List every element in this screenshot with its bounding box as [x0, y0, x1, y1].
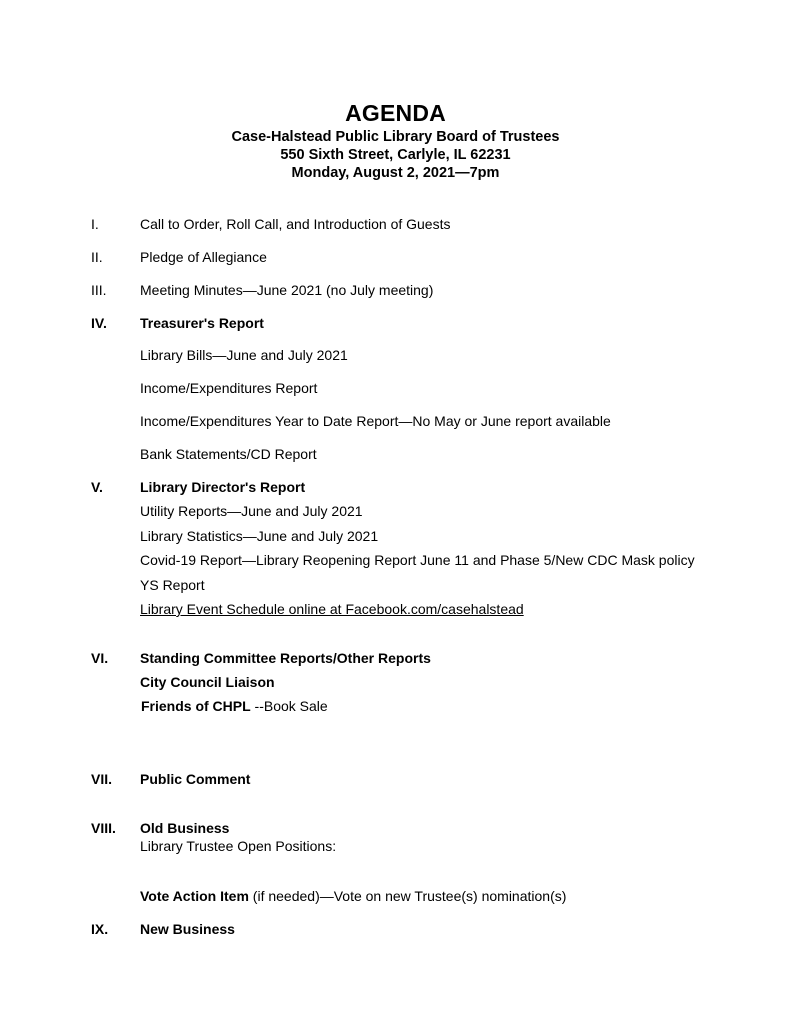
- subitem-text: Utility Reports—June and July 2021: [140, 503, 363, 519]
- item-number: V.: [91, 479, 103, 495]
- item-text: Pledge of Allegiance: [140, 249, 267, 265]
- subitem-text: Income/Expenditures Report: [140, 380, 318, 396]
- item-number: VIII.: [91, 820, 116, 836]
- item-number: IV.: [91, 315, 107, 331]
- item-number: I.: [91, 216, 99, 232]
- item-heading: Library Director's Report: [140, 479, 306, 495]
- item-number: VI.: [91, 650, 109, 666]
- meeting-date: Monday, August 2, 2021—7pm: [291, 165, 500, 181]
- item-number: IX.: [91, 921, 109, 937]
- subitem-text: Library Bills—June and July 2021: [140, 347, 348, 363]
- agenda-title: AGENDA: [345, 100, 446, 126]
- subitem-text: Library Statistics—June and July 2021: [140, 528, 379, 544]
- vote-action-label: Vote Action Item: [140, 888, 249, 904]
- address: 550 Sixth Street, Carlyle, IL 62231: [280, 147, 511, 163]
- book-sale-text: --Book Sale: [250, 698, 328, 714]
- organization-name: Case-Halstead Public Library Board of Trustees: [231, 129, 560, 145]
- subitem-text: [141, 697, 328, 715]
- subitem-text: City Council Liaison: [140, 674, 275, 690]
- item-heading: Treasurer's Report: [140, 315, 264, 331]
- item-heading: New Business: [140, 921, 235, 937]
- agenda-header: [0, 98, 791, 182]
- item-heading: Standing Committee Reports/Other Reports: [140, 650, 431, 666]
- subitem-text: [140, 887, 566, 905]
- vote-action-text: (if needed)—Vote on new Trustee(s) nomination(s): [248, 888, 567, 904]
- subitem-text: Library Trustee Open Positions:: [140, 838, 337, 854]
- event-schedule-link[interactable]: Library Event Schedule online at Facebook.com/casehalstead: [140, 601, 524, 617]
- subitem-text: Income/Expenditures Year to Date Report—No May or June report available: [140, 413, 611, 429]
- subitem-text: Covid-19 Report—Library Reopening Report June 11 and Phase 5/New CDC Mask policy: [140, 552, 695, 568]
- item-number: VII.: [91, 771, 113, 787]
- item-text: Meeting Minutes—June 2021 (no July meeting): [140, 282, 434, 298]
- item-number: III.: [91, 282, 107, 298]
- item-heading: Public Comment: [140, 771, 251, 787]
- friends-label: Friends of CHPL: [141, 698, 251, 714]
- subitem-text: Bank Statements/CD Report: [140, 446, 317, 462]
- subitem-text: YS Report: [140, 577, 205, 593]
- item-number: II.: [91, 249, 103, 265]
- item-heading: Old Business: [140, 820, 230, 836]
- item-text: Call to Order, Roll Call, and Introduction of Guests: [140, 216, 451, 232]
